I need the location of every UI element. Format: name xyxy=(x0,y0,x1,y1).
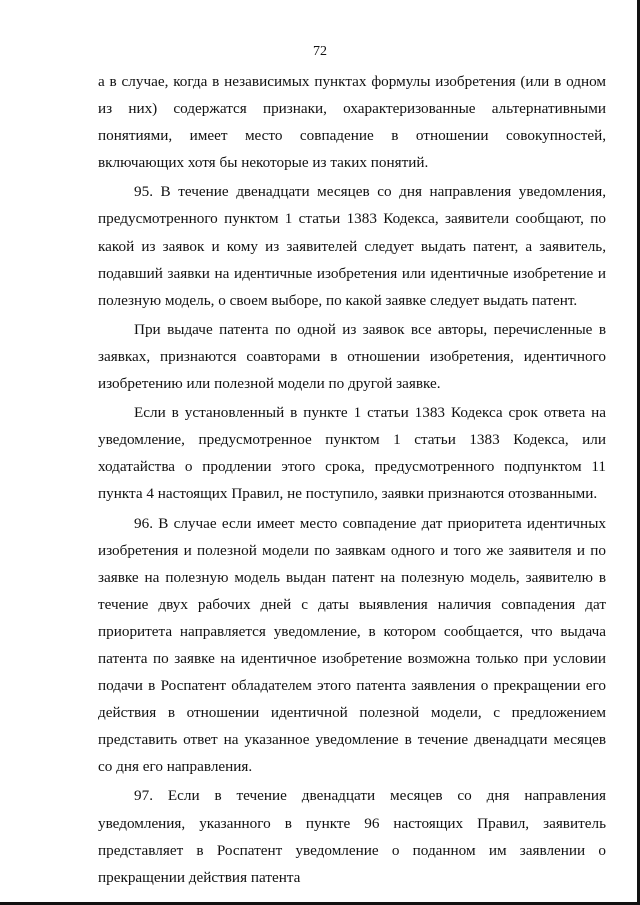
paragraph-95-withdrawal: Если в установленный в пункте 1 статьи 1383 Кодекса срок ответа на уведомление, предусмотренное пунктом 1 статьи 1383 Кодекса, или ходатайства о продлении этого срока, предусмотренного подпунктом 11 пункта 4 настоящих Правил, не поступило, заявки признаются отозванными. xyxy=(98,404,606,503)
page-number: 72 xyxy=(313,44,327,59)
document-body xyxy=(98,68,606,891)
paragraph-96: 96. В случае если имеет место совпадение дат приоритета идентичных изобретения и полезной модели по заявкам одного и того же заявителя и по заявке на полезную модель выдан патент на полезную модель, заявителю в течение двух рабочих дней с даты выявления наличия совпадения дат приоритета направляется уведомление, в котором сообщается, что выдача патента по заявке на идентичное изобретение возможна только при условии подачи в Роспатент обладателем этого патента заявления о прекращении его действия в отношении идентичной полезной модели, с предложением представить ответ на указанное уведомление в течение двенадцати месяцев со дня его направления. xyxy=(98,514,606,776)
paragraph-97: 97. Если в течение двенадцати месяцев со дня направления уведомления, указанного в пункте 96 настоящих Правил, заявитель представляет в Роспатент уведомление о поданном им заявлении о прекращении действия патента xyxy=(98,787,606,886)
paragraph-95-coauthors: При выдаче патента по одной из заявок все авторы, перечисленные в заявках, признаются соавторами в отношении изобретения, идентичного изобретению или полезной модели по другой заявке. xyxy=(98,320,606,393)
paragraph-continuation: а в случае, когда в независимых пунктах формулы изобретения (или в одном из них) содержатся признаки, охарактеризованные альтернативными понятиями, имеет место совпадение в отношении совокупностей, включающих хотя бы некоторые из таких понятий. xyxy=(98,73,606,172)
paragraph-95: 95. В течение двенадцати месяцев со дня направления уведомления, предусмотренного пунктом 1 статьи 1383 Кодекса, заявители сообщают, по какой из заявок и кому из заявителей следует выдать патент, а заявитель, подавший заявки на идентичные изобретения или идентичные изобретение и полезную модель, о своем выборе, по какой заявке следует выдать патент. xyxy=(98,183,606,309)
